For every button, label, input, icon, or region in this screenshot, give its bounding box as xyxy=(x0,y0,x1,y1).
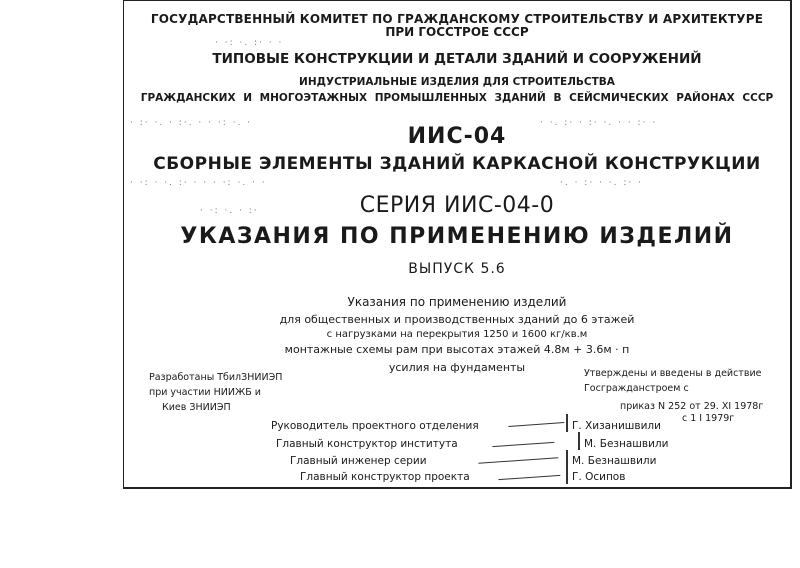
org-line-2: ПРИ ГОССТРОЕ СССР xyxy=(385,25,529,39)
document-title: УКАЗАНИЯ ПО ПРИМЕНЕНИЮ ИЗДЕЛИЙ xyxy=(180,224,734,249)
approval-line-3: приказ N 252 от 29. XI 1978г xyxy=(620,401,764,412)
developed-by-line-2: при участии НИИЖБ и xyxy=(149,387,261,398)
sheet-frame-right xyxy=(790,0,792,489)
sheet-frame-top xyxy=(123,0,792,1)
signature-name-4: Г. Осипов xyxy=(572,471,626,483)
industrial-line-2: ГРАЖДАНСКИХ И МНОГОЭТАЖНЫХ ПРОМЫШЛЕННЫХ ЗДАНИЙ В СЕЙСМИЧЕСКИХ РАЙОНАХ СССР xyxy=(140,92,774,104)
signature-divider xyxy=(566,466,568,484)
scan-noise: · ·: · ·. :· · · · ·: ·. · · xyxy=(130,178,267,188)
handwritten-signature xyxy=(498,465,561,480)
signature-name-3: М. Безнашвили xyxy=(572,455,657,467)
signature-name-2: М. Безнашвили xyxy=(584,438,669,450)
description-line-2: для общественных и производственных зданий до 6 этажей xyxy=(279,313,635,326)
scan-noise: · :· ·. · :·. · · ·: ·. · xyxy=(130,118,253,128)
signature-name-1: Г. Хизанишвили xyxy=(572,420,661,432)
handwritten-signature xyxy=(492,432,555,447)
org-line-1: ГОСУДАРСТВЕННЫЙ КОМИТЕТ ПО ГРАЖДАНСКОМУ СТРОИТЕЛЬСТВУ И АРХИТЕКТУРЕ xyxy=(150,12,764,26)
approval-line-1: Утверждены и введены в действие xyxy=(584,368,762,379)
scan-noise: · ·: ·. · :· xyxy=(200,206,259,216)
scan-noise: · ·. :· · :· ·. · · :· · xyxy=(540,118,658,128)
signature-role-2: Главный конструктор института xyxy=(276,438,458,450)
industrial-line-1: ИНДУСТРИАЛЬНЫЕ ИЗДЕЛИЯ ДЛЯ СТРОИТЕЛЬСТВА xyxy=(299,76,615,88)
series-code: ИИС-04 xyxy=(407,124,507,149)
description-line-5: усилия на фундаменты xyxy=(388,361,526,374)
signature-role-1: Руководитель проектного отделения xyxy=(271,420,479,432)
elements-title: СБОРНЫЕ ЭЛЕМЕНТЫ ЗДАНИЙ КАРКАСНОЙ КОНСТРУКЦИИ xyxy=(153,154,761,174)
scan-noise: ·. · :· · ·. :· · xyxy=(560,178,643,188)
series-main-title: ТИПОВЫЕ КОНСТРУКЦИИ И ДЕТАЛИ ЗДАНИЙ И СООРУЖЕНИЙ xyxy=(212,51,702,67)
developed-by-line-3: Киев ЗНИИЭП xyxy=(162,402,231,413)
handwritten-signature xyxy=(478,447,559,464)
description-line-3: с нагрузками на перекрытия 1250 и 1600 кг/кв.м xyxy=(326,329,588,340)
handwritten-signature xyxy=(508,412,565,427)
signature-divider xyxy=(566,414,568,432)
approval-line-4: с 1 I 1979г xyxy=(682,413,735,424)
description-line-4: монтажные схемы рам при высотах этажей 4.8м + 3.6м · п xyxy=(284,343,630,356)
description-line-1: Указания по применению изделий xyxy=(347,295,567,309)
issue-number: ВЫПУСК 5.6 xyxy=(408,261,506,277)
series-title: СЕРИЯ ИИС-04-0 xyxy=(359,193,555,218)
signature-role-3: Главный инженер серии xyxy=(290,455,427,467)
signature-role-4: Главный конструктор проекта xyxy=(300,471,470,483)
approval-line-2: Госгражданстроем с xyxy=(584,383,689,394)
scan-noise: · ·: ·. :· · · xyxy=(215,38,284,48)
developed-by-line-1: Разработаны ТбилЗНИИЭП xyxy=(149,372,283,383)
sheet-frame-bottom xyxy=(123,487,792,489)
signature-divider xyxy=(578,432,580,450)
